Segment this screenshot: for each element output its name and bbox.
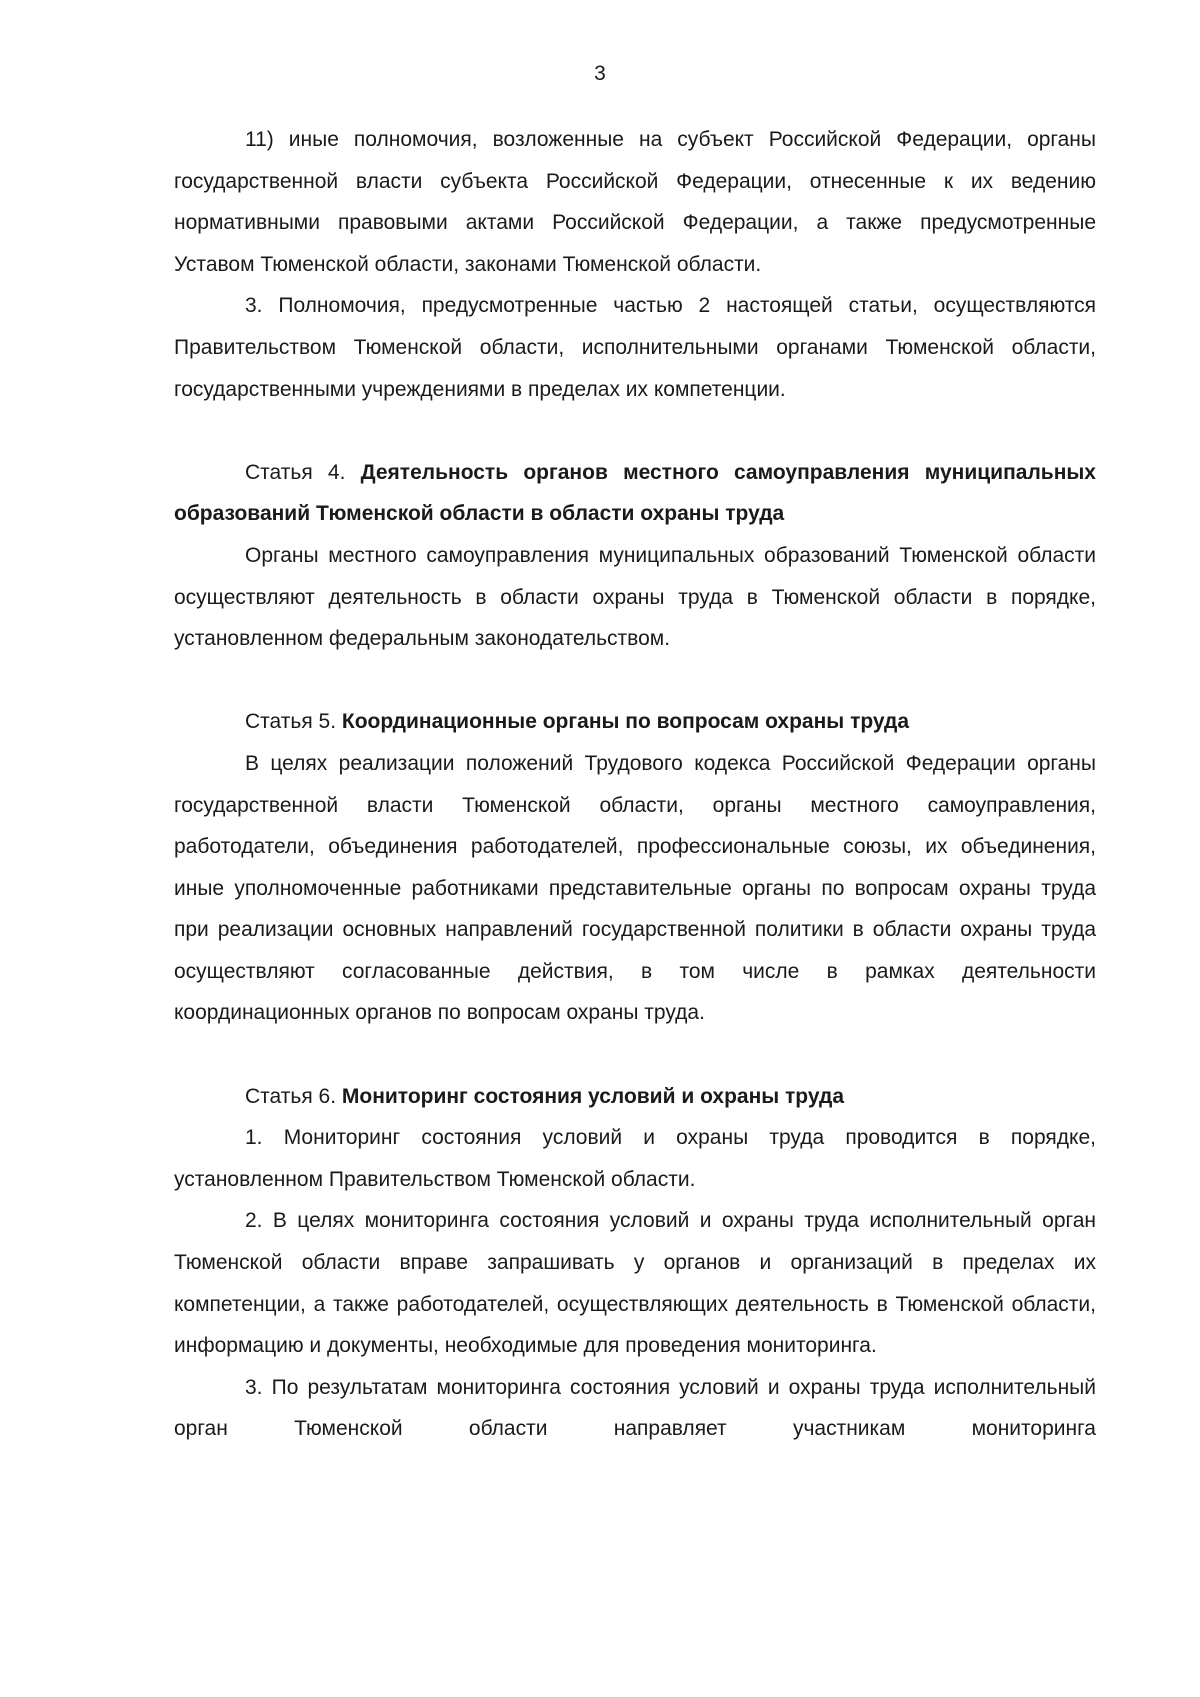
article-6-paragraph-1: 1. Мониторинг состояния условий и охраны труда проводится в порядке, установленном Правительством Тюменской области. xyxy=(174,1126,1096,1191)
section-gap xyxy=(174,1034,1096,1076)
article-4-label: Статья 4. xyxy=(245,460,361,484)
article-5-label: Статья 5. xyxy=(245,710,342,734)
article-4-heading xyxy=(174,452,1096,535)
article-5-title: Координационные органы по вопросам охраны труда xyxy=(341,710,910,734)
section-gap xyxy=(174,660,1096,702)
paragraph-part-3: 3. Полномочия, предусмотренные частью 2 настоящей статьи, осуществляются Правительством Тюменской области, исполнительными органами Тюменской области, государственными учреждениями в пределах их компетенции. xyxy=(174,294,1096,401)
article-5-heading xyxy=(174,701,1096,743)
article-4-paragraph: Органы местного самоуправления муниципальных образований Тюменской области осуществляют деятельность в области охраны труда в Тюменской области в порядке, установленном федеральным законодательством. xyxy=(174,543,1096,651)
article-6-paragraph-2: 2. В целях мониторинга состояния условий и охраны труда исполнительный орган Тюменской области вправе запрашивать у органов и организаций в пределах их компетенции, а также работодателей, осуществляющих деятельность в Тюменской области, информацию и документы, необходимые для проведения мониторинга. xyxy=(174,1209,1096,1358)
article-6-paragraph-3: 3. По результатам мониторинга состояния условий и охраны труда исполнительный орган Тюменской области направляет участникам мониторинга xyxy=(174,1375,1096,1441)
page-number: 3 xyxy=(594,62,606,85)
article-6-label: Статья 6. xyxy=(245,1084,342,1108)
article-5-paragraph: В целях реализации положений Трудового кодекса Российской Федерации органы государственной власти Тюменской области, органы местного самоуправления, работодатели, объединения работодателей, профессиональные союзы, их объединения, иные уполномоченные работниками представительные органы по вопросам охраны труда при реализации основных направлений государственной политики в области охраны труда осуществляют согласованные действия, в том числе в рамках деятельности координационных органов по вопросам охраны труда. xyxy=(174,751,1096,1025)
article-4-title: Деятельность органов местного самоуправления муниципальных образований Тюменской области в области охраны труда xyxy=(174,460,1096,526)
article-6-title: Мониторинг состояния условий и охраны труда xyxy=(341,1084,845,1108)
section-gap xyxy=(174,410,1096,452)
document-body xyxy=(174,119,1096,1450)
article-6-heading xyxy=(174,1076,1096,1118)
paragraph-item-11: 11) иные полномочия, возложенные на субъект Российской Федерации, органы государственной власти субъекта Российской Федерации, отнесенные к их ведению нормативными правовыми актами Российской Федерации, а также предусмотренные Уставом Тюменской области, законами Тюменской области. xyxy=(174,128,1096,276)
